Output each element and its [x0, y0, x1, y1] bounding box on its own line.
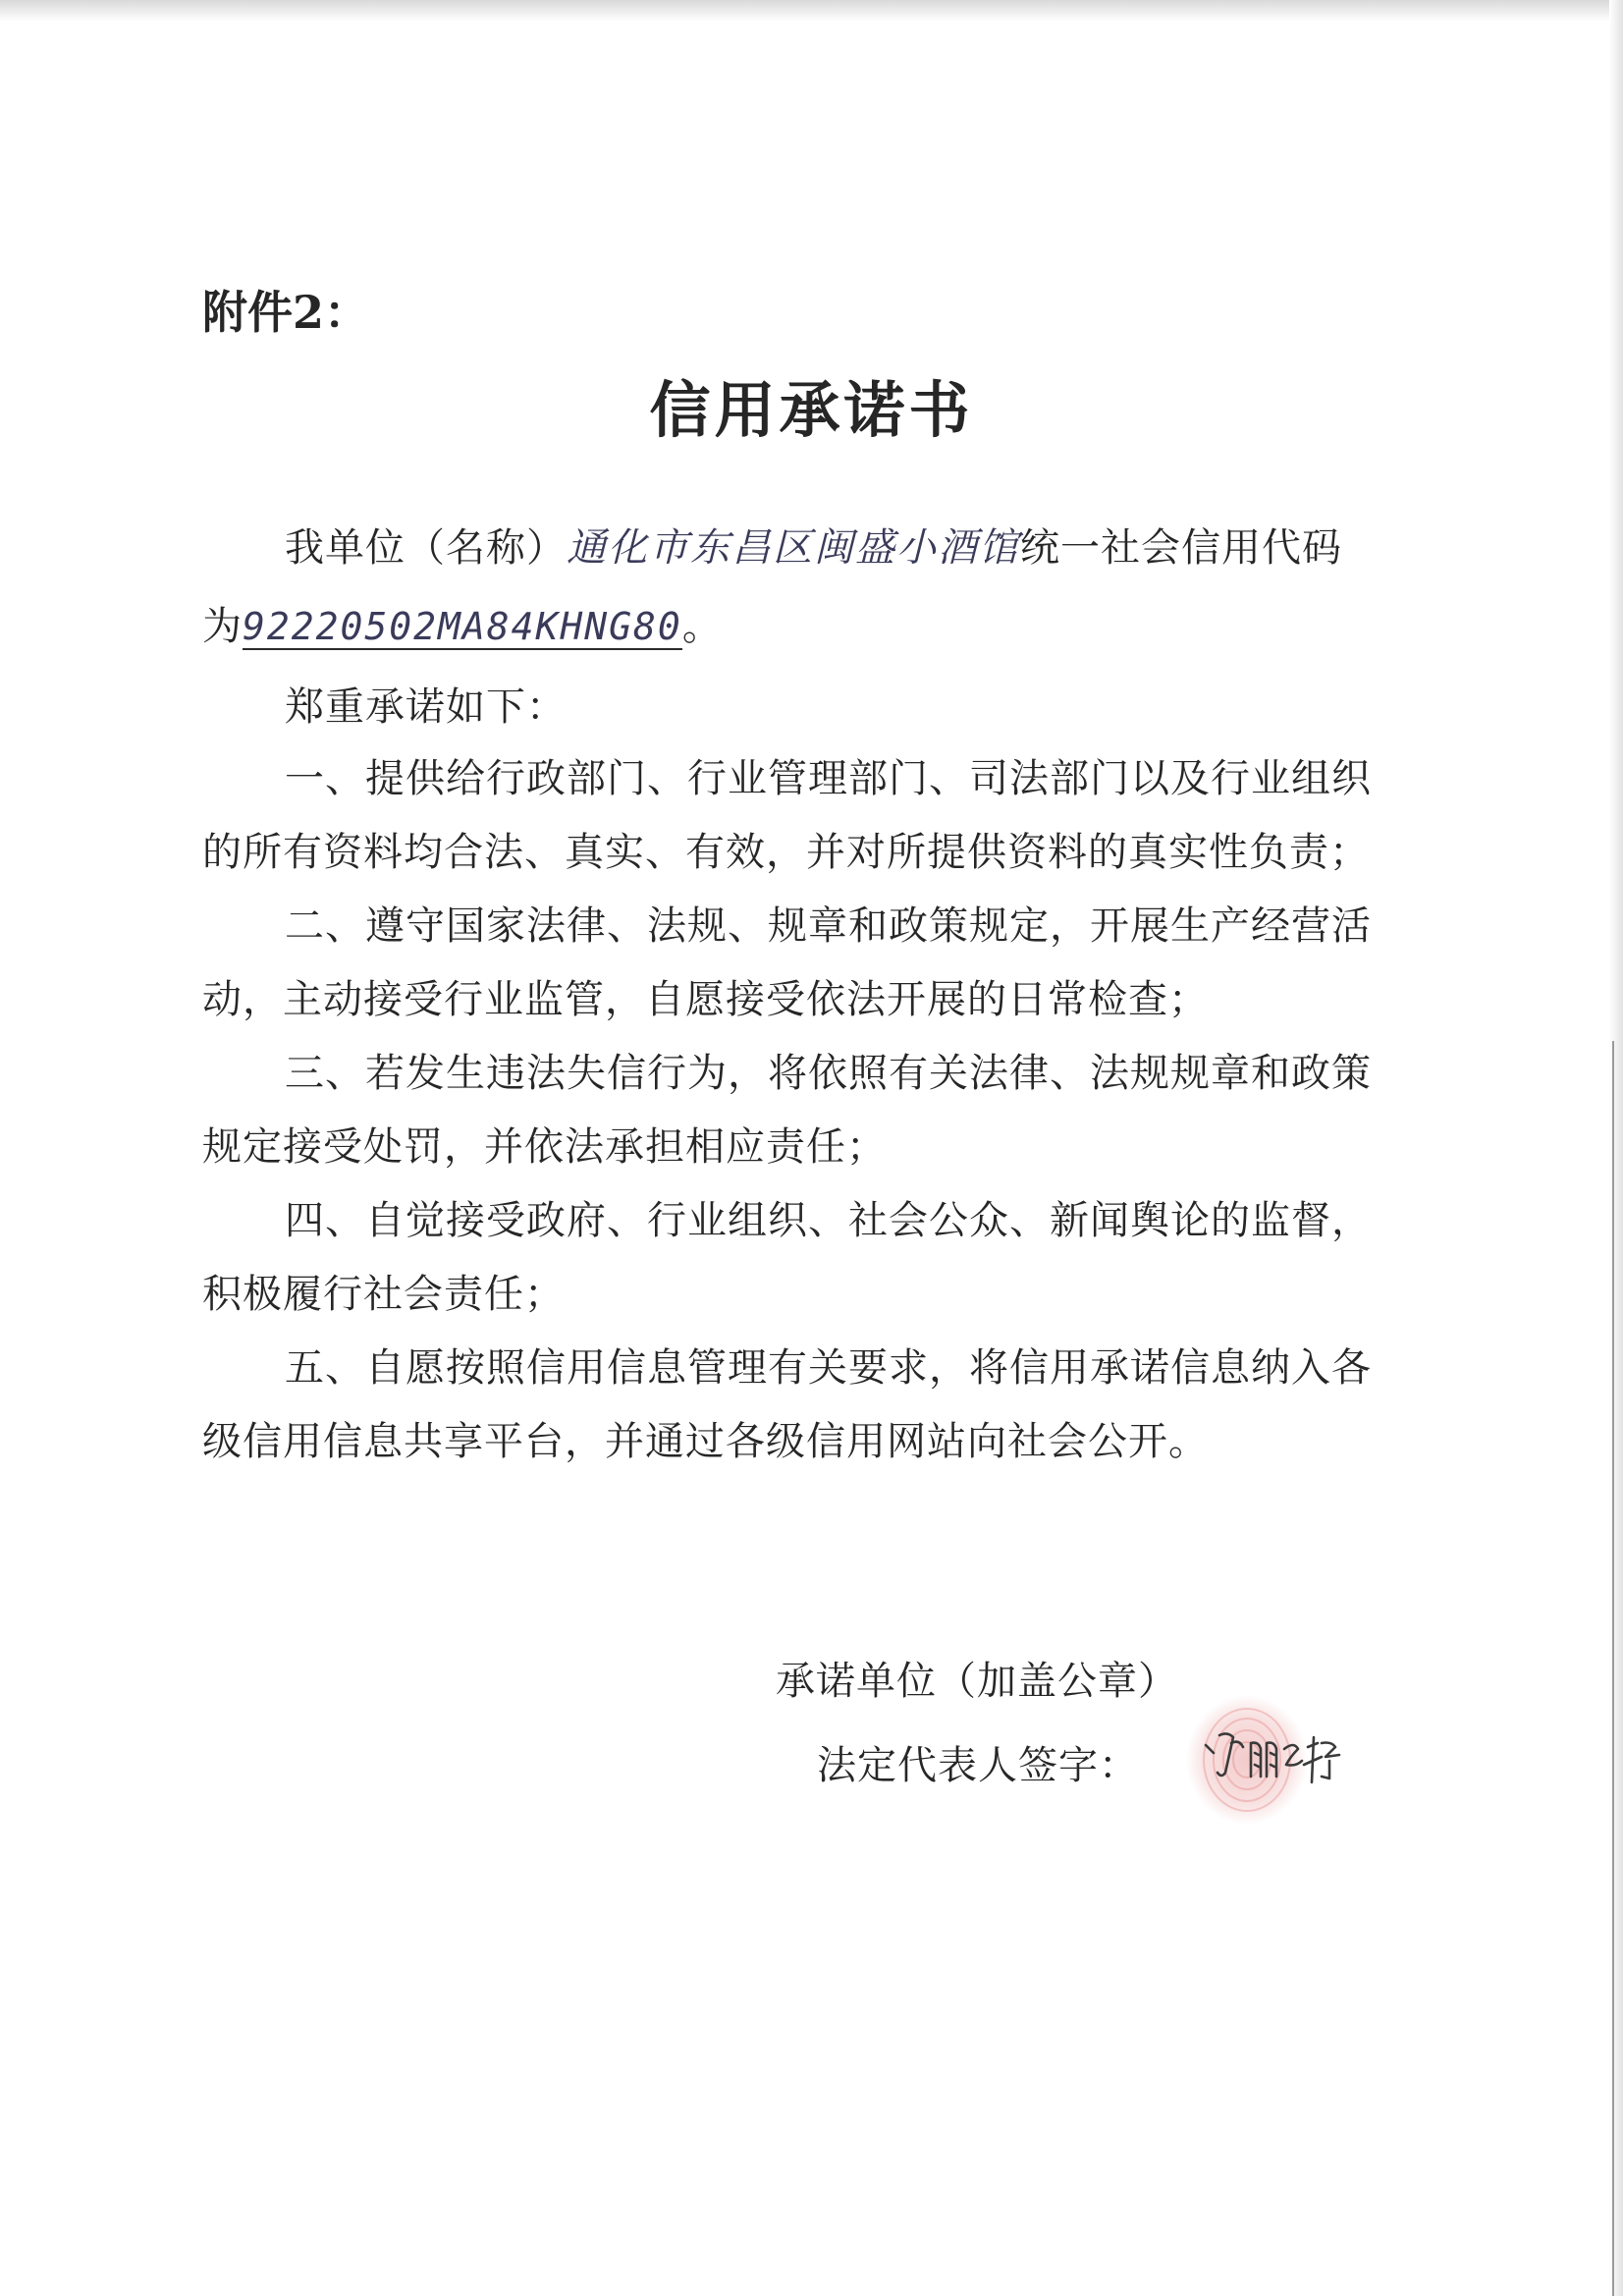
- unit-name-text: 通化市东昌区闽盛小酒馆: [567, 525, 1020, 571]
- item-3-line-2: 规定接受处罚，并依法承担相应责任；: [202, 1124, 887, 1170]
- legal-rep-signature: [1200, 1714, 1347, 1802]
- unit-name-handwritten: [567, 519, 1020, 577]
- credit-code-handwritten: [243, 597, 682, 656]
- item-1-line-1: 一、提供给行政部门、行业管理部门、司法部门以及行业组织: [285, 756, 1372, 801]
- attachment-label: 附件2：: [202, 286, 370, 339]
- scan-fold-line: [1612, 1041, 1614, 2296]
- intro-middle: 统一社会信用代码: [1020, 525, 1342, 571]
- intro-prefix: 我单位（名称）: [285, 525, 567, 571]
- intro-line2-suffix: 。: [681, 604, 723, 649]
- item-5-line-2: 级信用信息共享平台，并通过各级信用网站向社会公开。: [202, 1419, 1209, 1464]
- item-2-line-2: 动，主动接受行业监管，自愿接受依法开展的日常检查；: [202, 977, 1209, 1022]
- item-1-line-2: 的所有资料均合法、真实、有效，并对所提供资料的真实性负责；: [202, 830, 1370, 875]
- scan-top-edge: [0, 0, 1623, 22]
- item-3-line-1: 三、若发生违法失信行为，将依照有关法律、法规规章和政策: [285, 1051, 1372, 1096]
- document-title: 信用承诺书: [649, 374, 974, 446]
- item-4-line-2: 积极履行社会责任；: [202, 1272, 565, 1317]
- intro-line-2: [202, 597, 723, 656]
- item-2-line-1: 二、遵守国家法律、法规、规章和政策规定，开展生产经营活: [285, 903, 1372, 949]
- legal-rep-label: 法定代表人签字：: [817, 1743, 1139, 1788]
- signing-unit-label: 承诺单位（加盖公章）: [776, 1659, 1178, 1704]
- item-4-line-1: 四、自觉接受政府、行业组织、社会公众、新闻舆论的监督，: [285, 1198, 1372, 1243]
- pledge-heading: 郑重承诺如下：: [285, 684, 567, 730]
- intro-line2-prefix: 为: [202, 604, 243, 649]
- intro-line-1: [285, 519, 1342, 577]
- credit-code-text: 92220502MA84KHNG80: [243, 605, 682, 648]
- credit-code-underline: [243, 648, 682, 650]
- item-5-line-1: 五、自愿按照信用信息管理有关要求，将信用承诺信息纳入各: [285, 1345, 1372, 1391]
